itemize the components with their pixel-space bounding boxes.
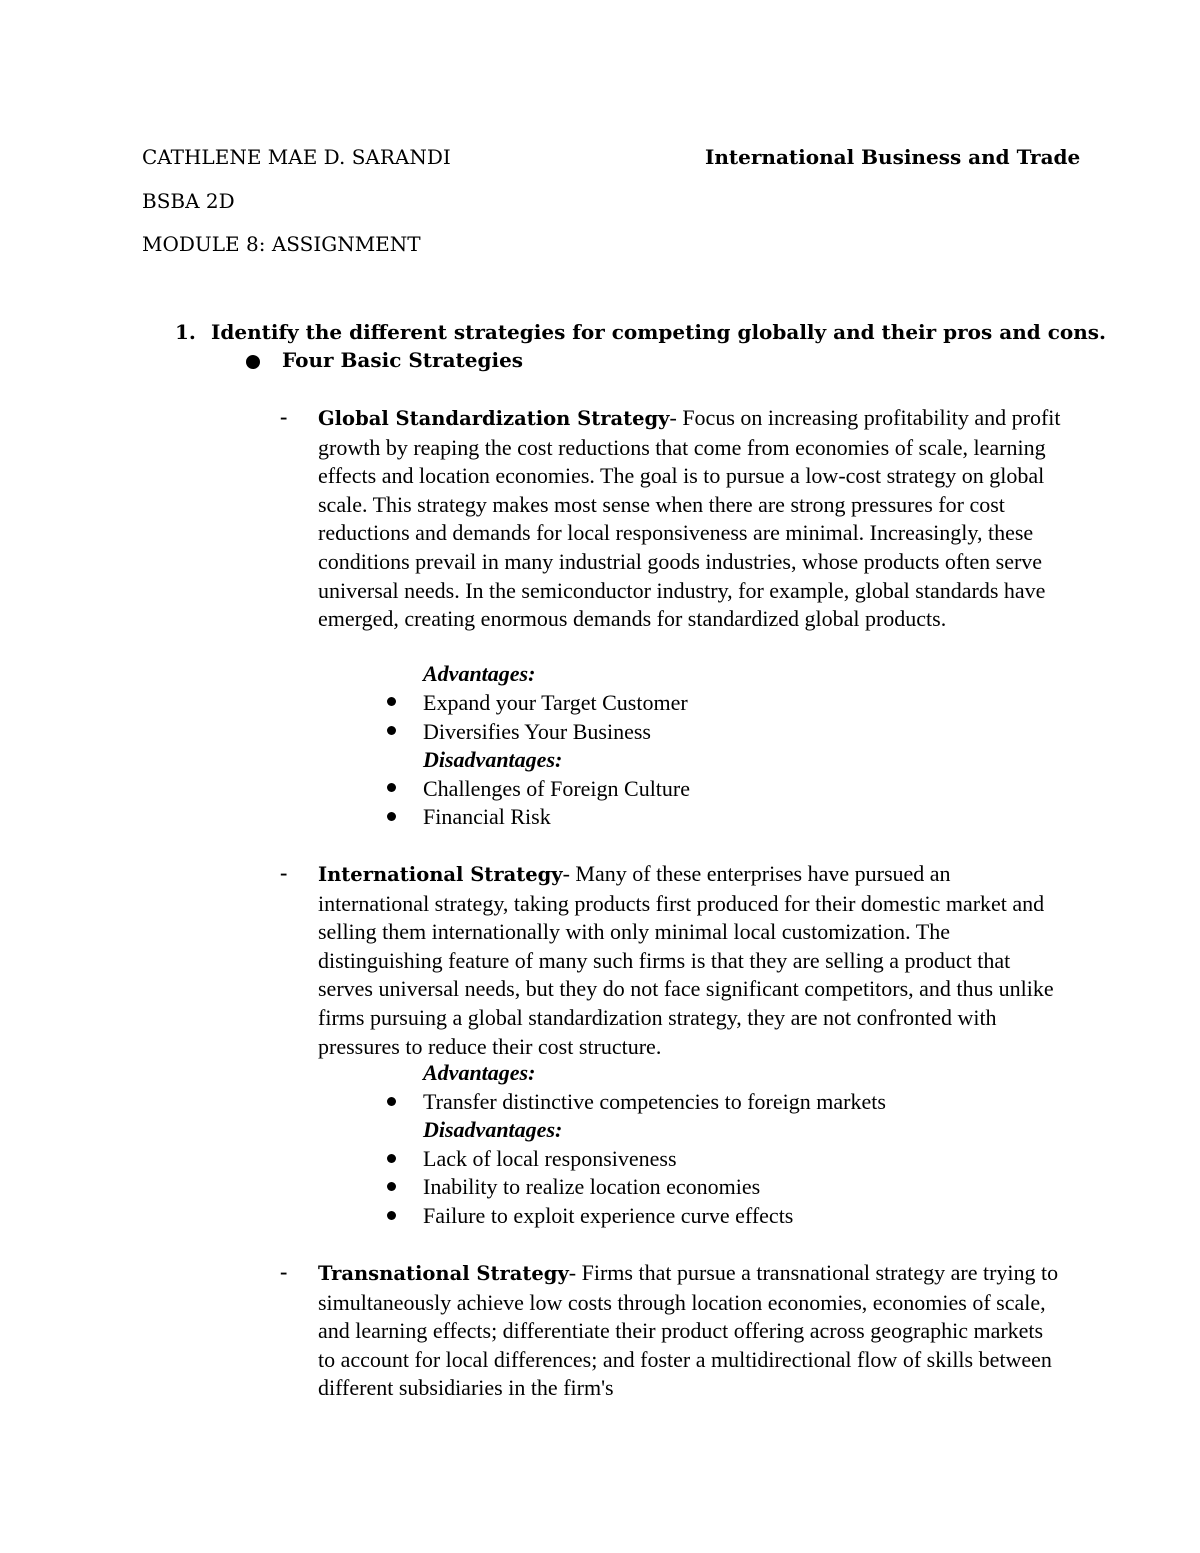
strategy-body: - Firms that pursue a transnational strategy are trying to simultaneously achieve low costs through location economies, economies of scale, and learning effects; differentiate their product offering across geographic markets to account for local differences; and foster a multidirectional flow of skills between different subsidiaries in the firm's [318,1260,1059,1401]
bullet-icon [387,1097,396,1106]
dash-marker: - [280,404,288,429]
list-item: Diversifies Your Business [423,719,651,744]
list-item: Expand your Target Customer [423,690,688,715]
bullet-icon [387,1182,396,1191]
section-label: BSBA 2D [142,189,235,213]
strategy-global-standardization [318,404,1063,634]
list-item: Financial Risk [423,804,551,829]
list-item: Transfer distinctive competencies to foreign markets [423,1089,886,1114]
dash-marker: - [280,860,288,885]
advantages-label: Advantages: [423,1060,536,1085]
dash-marker: - [280,1259,288,1284]
bullet-icon [387,726,396,735]
strategy-title: Global Standardization Strategy [318,407,670,430]
strategy-body: - Focus on increasing profitability and profit growth by reaping the cost reductions that come from economies of scale, learning effects and location economies. The goal is to pursue a low-cost strategy on global scale. This strategy makes most sense when there are strong pressures for cost reductions and demands for local responsiveness are minimal. Increasingly, these conditions prevail in many industrial goods industries, whose products often serve universal needs. In the semiconductor industry, for example, global standards have emerged, creating enormous demands for standardized global products. [318,405,1061,632]
question-number: 1. [175,320,196,344]
strategy-title: International Strategy [318,863,563,886]
disadvantages-label: Disadvantages: [423,747,563,772]
strategy-international [318,860,1063,1061]
student-name: CATHLENE MAE D. SARANDI [142,145,451,169]
bullet-icon [387,783,396,792]
list-item: Inability to realize location economies [423,1174,761,1199]
bullet-icon [387,812,396,821]
question-text: Identify the different strategies for competing globally and their pros and cons. [211,320,1106,344]
bullet-icon [387,1154,396,1163]
bullet-icon [246,355,260,369]
subheading: Four Basic Strategies [282,348,524,372]
strategy-title: Transnational Strategy [318,1262,569,1285]
list-item: Challenges of Foreign Culture [423,776,691,801]
strategy-body: - Many of these enterprises have pursued an international strategy, taking products first produced for their domestic market and selling them internationally with only minimal local customization. The distinguishing feature of many such firms is that they are selling a product that serves universal needs, but they do not face significant competitors, and thus unlike firms pursuing a global standardization strategy, they are not confronted with pressures to reduce their cost structure. [318,861,1054,1059]
module-label: MODULE 8: ASSIGNMENT [142,232,421,256]
bullet-icon [387,697,396,706]
list-item: Failure to exploit experience curve effects [423,1203,794,1228]
course-title: International Business and Trade [705,145,1081,169]
disadvantages-label: Disadvantages: [423,1117,563,1142]
strategy-transnational [318,1259,1063,1403]
bullet-icon [387,1211,396,1220]
list-item: Lack of local responsiveness [423,1146,677,1171]
advantages-label: Advantages: [423,661,536,686]
